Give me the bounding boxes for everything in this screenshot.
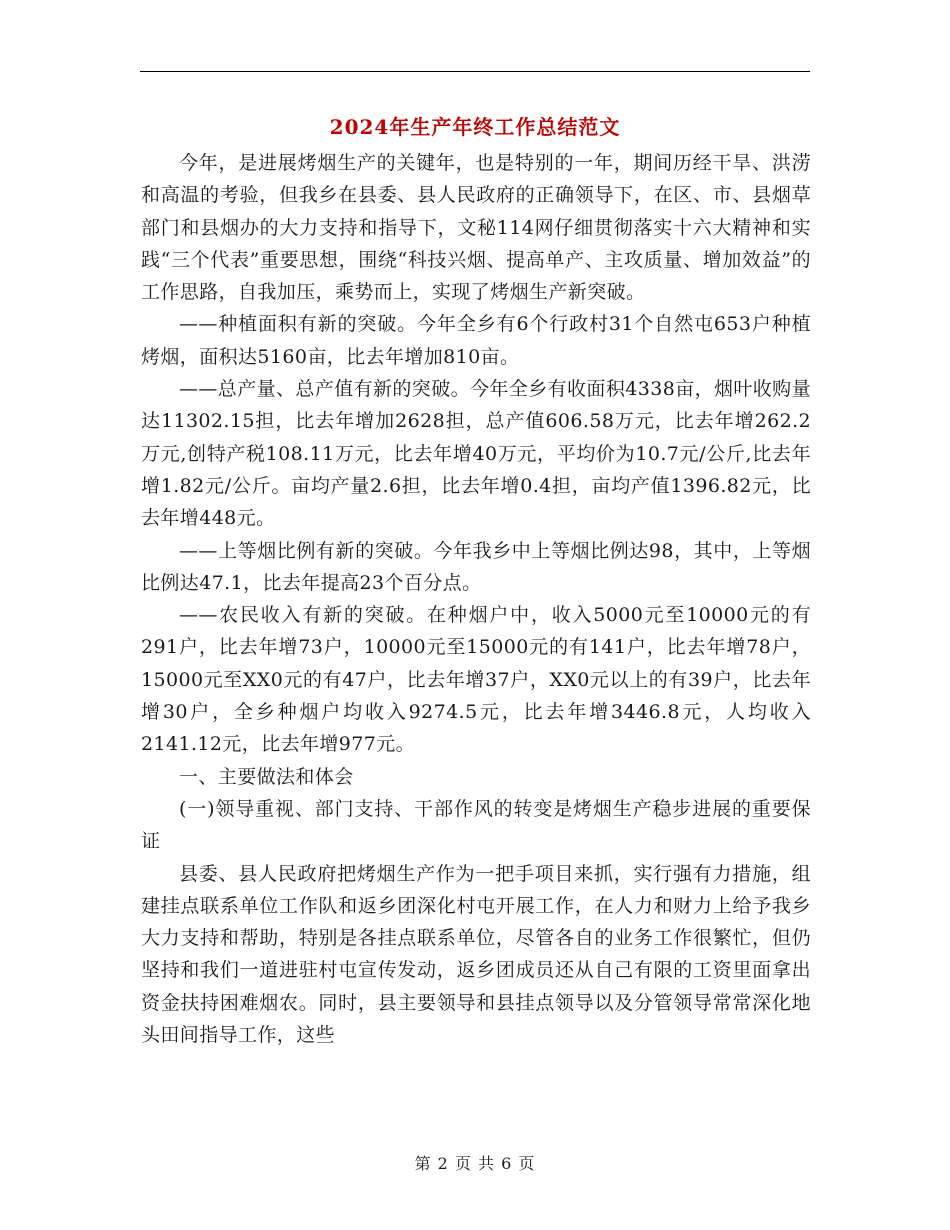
quality-ratio-paragraph: ——上等烟比例有新的突破。今年我乡中上等烟比例达98，其中，上等烟比例达47.1，比去年提高23个百分点。 (141, 539, 811, 594)
intro-paragraph: 今年，是进展烤烟生产的关键年，也是特别的一年，期间历经干旱、洪涝和高温的考验，但我乡在县委、县人民政府的正确领导下，在区、市、县烟草部门和县烟办的大力支持和指导下，文秘114网仔细贯彻落实十六大精神和实践“三个代表”重要思想，围绕“科技兴烟、提高单产、主攻质量、增加效益”的工作思路，自我加压，乘势而上，实现了烤烟生产新突破。 (141, 152, 811, 304)
farmer-income-paragraph: ——农民收入有新的突破。在种烟户中，收入5000元至10000元的有291户，比去年增73户，10000元至15000元的有141户，比去年增78户，15000元至XX0元的有47户，比去年增37户，XX0元以上的有39户，比去年增30户，全乡种烟户均收入9274.5元，比去年增3446.8元，人均收入2141.12元，比去年增977元。 (141, 604, 811, 756)
output-value-paragraph: ——总产量、总产值有新的突破。今年全乡有收面积4338亩，烟叶收购量达11302.15担，比去年增加2628担，总产值606.58万元，比去年增262.2万元,创特产税108.11万元，比去年增40万元，平均价为10.7元/公斤,比去年增1.82元/公斤。亩均产量2.6担，比去年增0.4担，亩均产值1396.82元，比去年增448元。 (141, 378, 811, 530)
leadership-paragraph: 县委、县人民政府把烤烟生产作为一把手项目来抓，实行强有力措施，组建挂点联系单位工作队和返乡团深化村屯开展工作，在人力和财力上给予我乡大力支持和帮助，特别是各挂点联系单位，尽管各自的业务工作很繁忙，但仍坚持和我们一道进驻村屯宣传发动，返乡团成员还从自己有限的工资里面拿出资金扶持困难烟农。同时，县主要领导和县挂点领导以及分管领导常常深化地头田间指导工作，这些 (141, 862, 811, 1047)
header-rule (140, 71, 810, 72)
document-body (141, 147, 811, 1051)
section-heading: 一、主要做法和体会 (179, 765, 354, 788)
planting-area-paragraph: ——种植面积有新的突破。今年全乡有6个行政村31个自然屯653户种植烤烟，面积达5160亩，比去年增加810亩。 (141, 313, 811, 368)
document-title: 2024年生产年终工作总结范文 (329, 115, 621, 139)
page-footer (0, 1152, 950, 1176)
subsection-heading: (一)领导重视、部门支持、干部作风的转变是烤烟生产稳步进展的重要保证 (141, 797, 811, 853)
page-number: 第 2 页 共 6 页 (414, 1154, 536, 1173)
